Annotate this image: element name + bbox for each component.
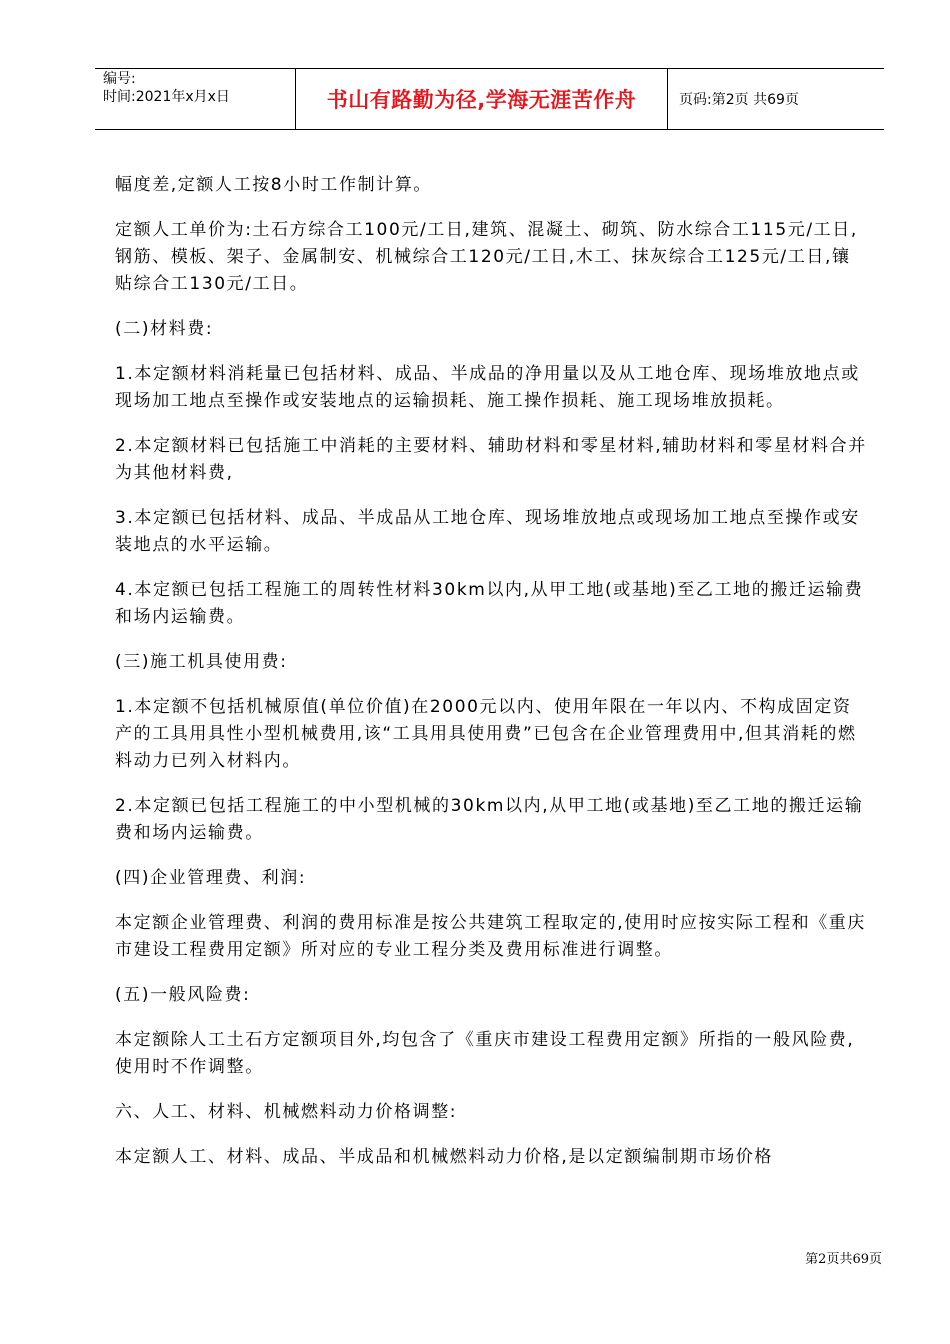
section-heading: (三)施工机具使用费:: [115, 652, 288, 672]
section-heading: (五)一般风险费:: [115, 985, 251, 1005]
section-heading: (四)企业管理费、利润:: [115, 868, 307, 888]
page-header: [95, 68, 884, 130]
section-heading: (二)材料费:: [115, 319, 214, 339]
doc-time-label: 时间:2021年x月x日: [103, 89, 230, 105]
paragraph: 幅度差,定额人工按8小时工作制计算。: [115, 175, 433, 195]
page-footer-number: 第2页共69页: [805, 1252, 882, 1267]
paragraph: 本定额人工、材料、成品、半成品和机械燃料动力价格,是以定额编制期市场价格: [115, 1147, 774, 1167]
paragraph: 2.本定额已包括工程施工的中小型机械的30km以内,从甲工地(或基地)至乙工地的搬迁运输费和场内运输费。: [115, 796, 864, 843]
paragraph: 3.本定额已包括材料、成品、半成品从工地仓库、现场堆放地点或现场加工地点至操作或安装地点的水平运输。: [115, 508, 860, 555]
paragraph: 定额人工单价为:土石方综合工100元/工日,建筑、混凝土、砌筑、防水综合工115元/工日,钢筋、模板、架子、金属制安、机械综合工120元/工日,木工、抹灰综合工125元/工日,镶贴综合工130元/工日。: [115, 220, 858, 294]
paragraph: 1.本定额材料消耗量已包括材料、成品、半成品的净用量以及从工地仓库、现场堆放地点或现场加工地点至操作或安装地点的运输损耗、施工操作损耗、施工现场堆放损耗。: [115, 364, 860, 411]
header-page-label: 页码:第2页 共69页: [679, 92, 799, 108]
paragraph: 1.本定额不包括机械原值(单位价值)在2000元以内、使用年限在一年以内、不构成固定资产的工具用具性小型机械费用,该“工具用具使用费”已包含在企业管理费用中,但其消耗的燃料动力已列入材料内。: [115, 697, 857, 771]
doc-code-label: 编号:: [103, 71, 136, 87]
header-divider-right: [667, 69, 668, 129]
paragraph: 本定额企业管理费、利润的费用标准是按公共建筑工程取定的,使用时应按实际工程和《重庆市建设工程费用定额》所对应的专业工程分类及费用标准进行调整。: [115, 913, 867, 960]
document-body: [115, 172, 867, 1189]
paragraph: 2.本定额材料已包括施工中消耗的主要材料、辅助材料和零星材料,辅助材料和零星材料合并为其他材料费,: [115, 436, 867, 483]
paragraph: 4.本定额已包括工程施工的周转性材料30km以内,从甲工地(或基地)至乙工地的搬迁运输费和场内运输费。: [115, 580, 864, 627]
paragraph: 本定额除人工土石方定额项目外,均包含了《重庆市建设工程费用定额》所指的一般风险费,使用时不作调整。: [115, 1030, 855, 1077]
header-motto: 书山有路勤为径,学海无涯苦作舟: [326, 88, 637, 112]
header-meta: [103, 69, 291, 129]
section-heading: 六、人工、材料、机械燃料动力价格调整:: [115, 1102, 458, 1122]
